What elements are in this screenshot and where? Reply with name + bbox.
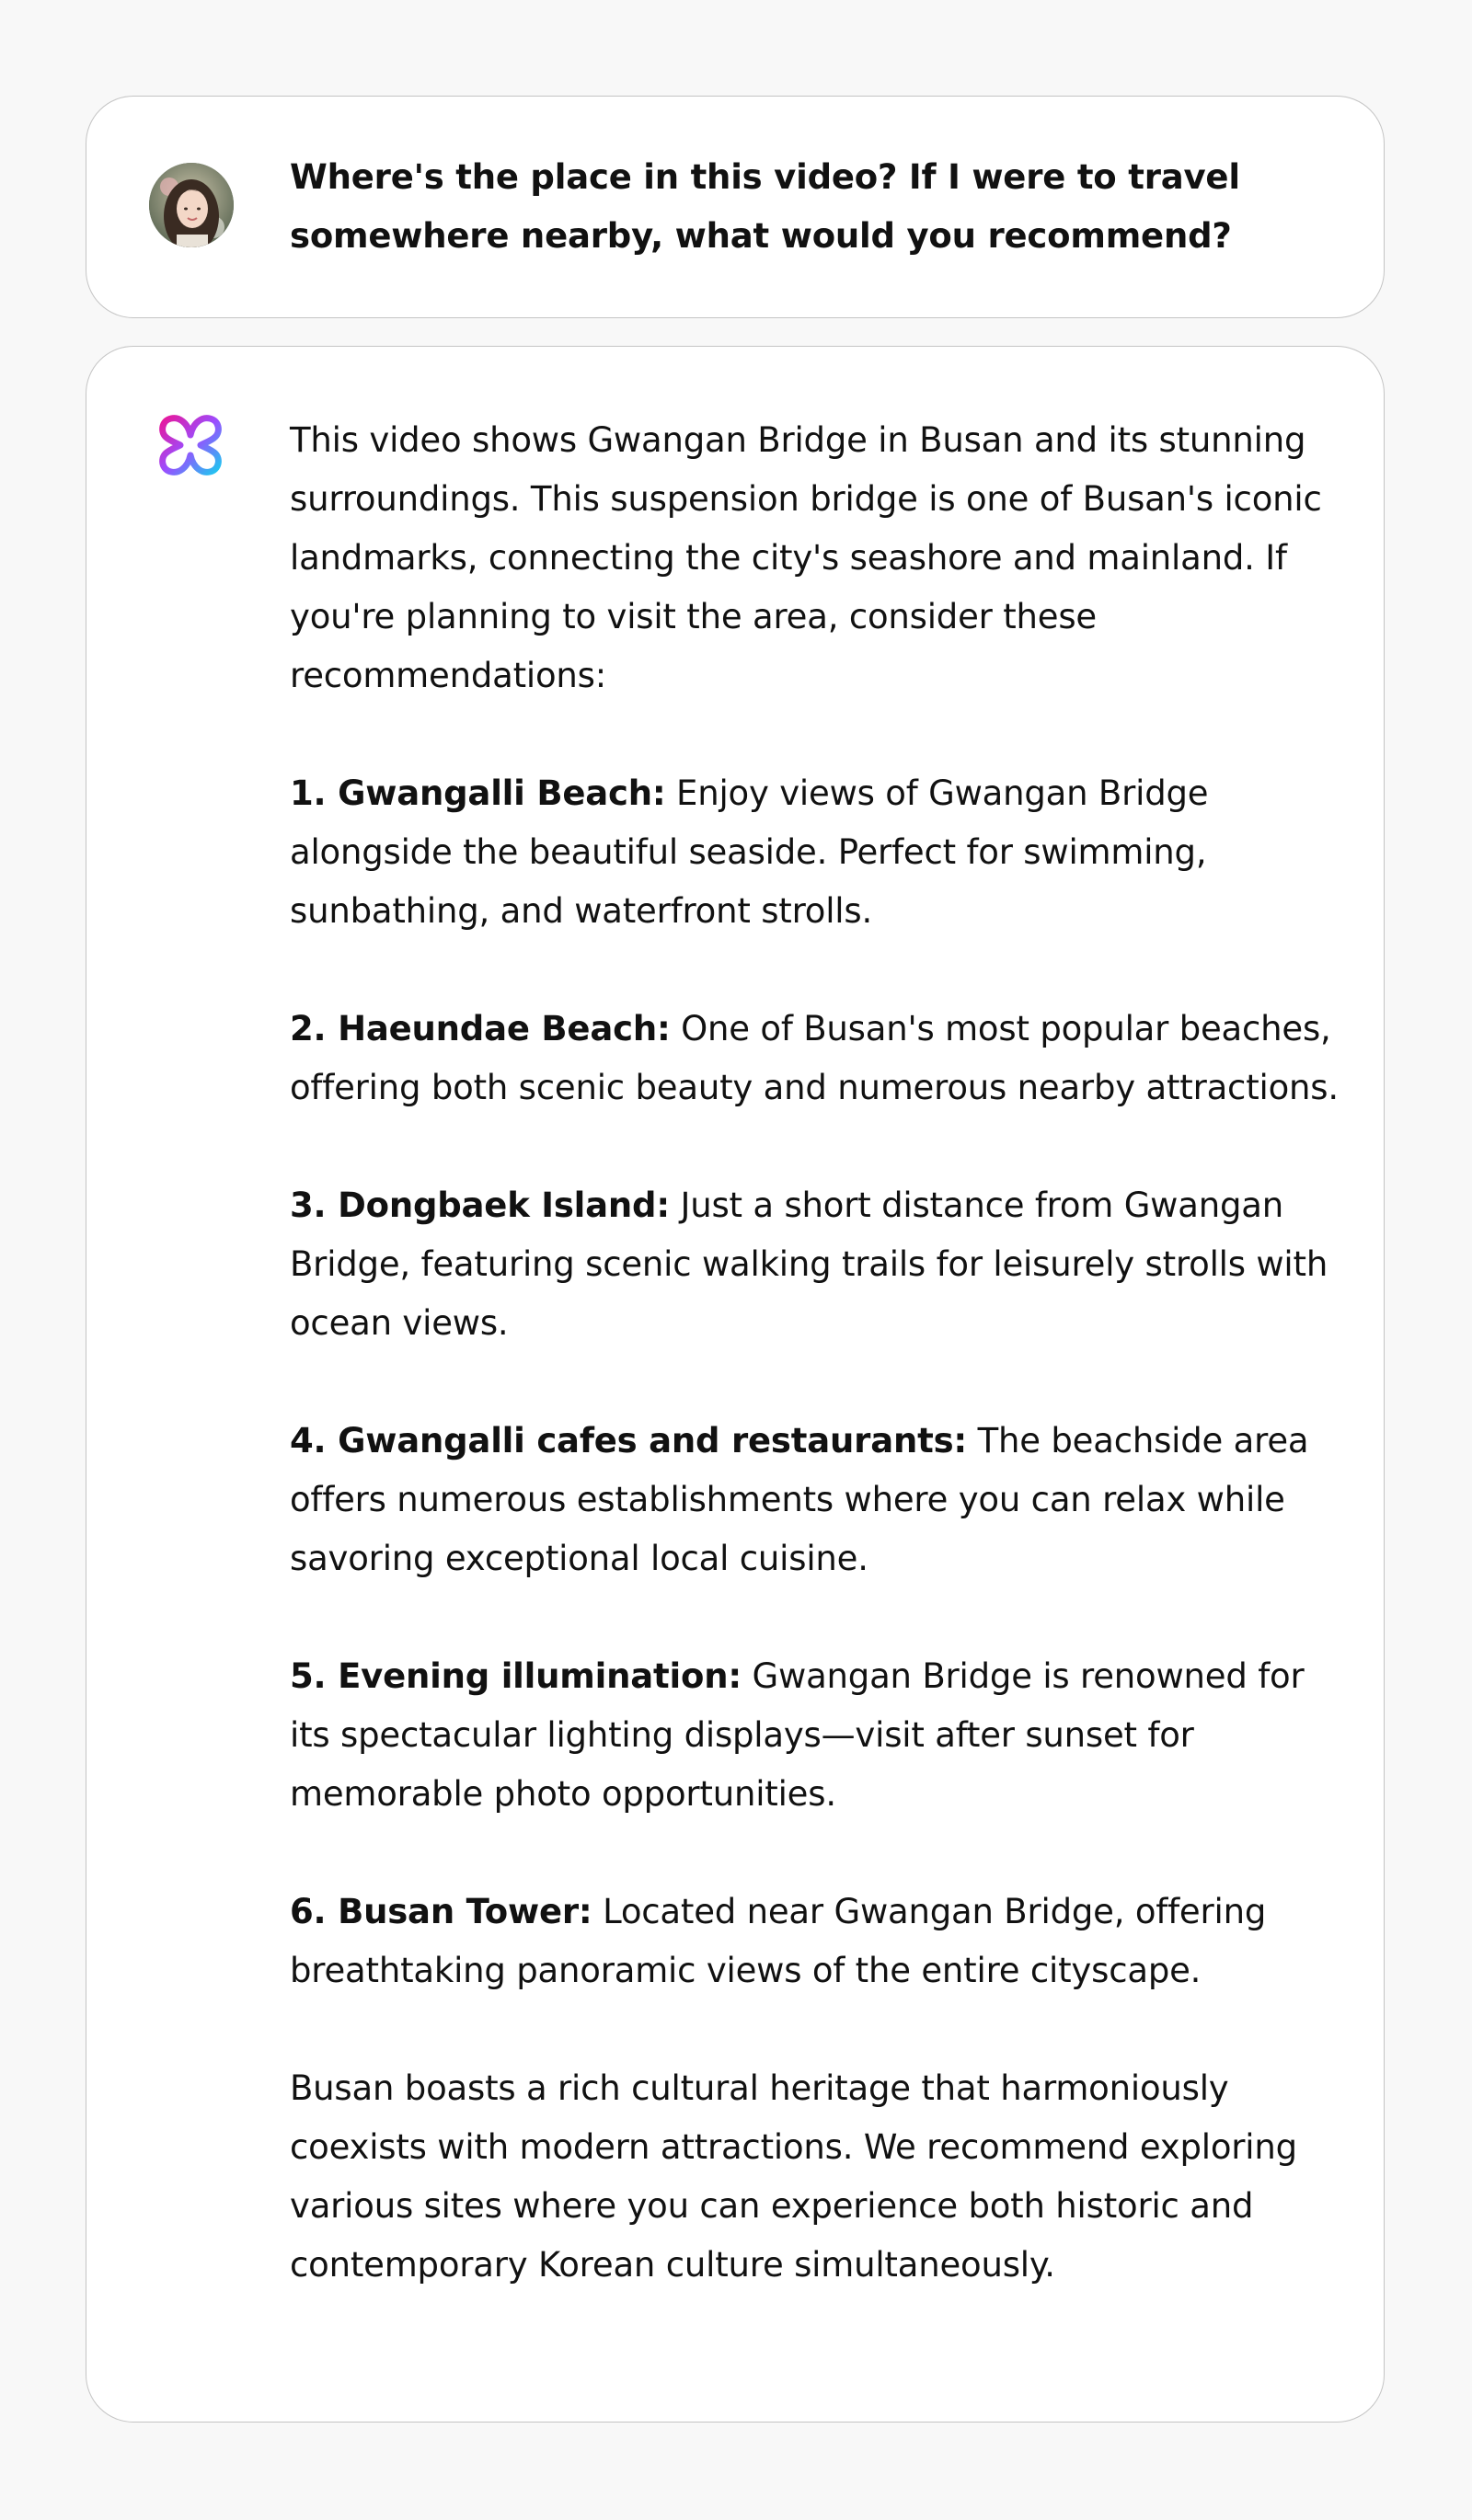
recommendation-description: One of Busan's most popular beaches, offering both scenic beauty and numerous nearby attractions. [290, 1009, 1339, 1107]
assistant-intro: This video shows Gwangan Bridge in Busan and its stunning surroundings. This suspension bridge is one of Busan's iconic landmarks, connecting the city's seashore and mainland. If you're planning to visit the area, consider these recommendations: [290, 420, 1322, 695]
user-message-text: Where's the place in this video? If I were to travel somewhere nearby, what would you recommend? [290, 157, 1240, 256]
recommendation-item [290, 1412, 1348, 1588]
recommendation-title: 1. Gwangalli Beach: [290, 773, 666, 813]
assistant-conclusion: Busan boasts a rich cultural heritage that harmoniously coexists with modern attractions. We recommend exploring various sites where you can experience both historic and contemporary Korean culture simultaneously. [290, 2068, 1297, 2285]
recommendation-description: The beachside area offers numerous establishments where you can relax while savoring exceptional local cuisine. [290, 1421, 1309, 1578]
assistant-logo-icon [155, 409, 226, 481]
recommendation-description: Just a short distance from Gwangan Bridge, featuring scenic walking trails for leisurely strolls with ocean views. [290, 1186, 1328, 1343]
user-message-card [86, 96, 1385, 318]
recommendation-item [290, 1000, 1348, 1117]
recommendation-item [290, 1883, 1348, 2000]
recommendation-description: Located near Gwangan Bridge, offering breathtaking panoramic views of the entire cityscape. [290, 1892, 1267, 1990]
recommendation-title: 6. Busan Tower: [290, 1892, 592, 1931]
assistant-message-card [86, 346, 1385, 2423]
user-avatar-icon [149, 163, 234, 247]
recommendation-title: 5. Evening illumination: [290, 1656, 742, 1696]
recommendation-item [290, 1176, 1348, 1353]
recommendation-title: 4. Gwangalli cafes and restaurants: [290, 1421, 968, 1460]
recommendation-item [290, 1647, 1348, 1824]
recommendation-title: 3. Dongbaek Island: [290, 1186, 670, 1225]
recommendation-item [290, 764, 1348, 941]
recommendation-description: Enjoy views of Gwangan Bridge alongside the beautiful seaside. Perfect for swimming, sunbathing, and waterfront strolls. [290, 773, 1209, 931]
assistant-message-body [290, 411, 1348, 2295]
recommendation-title: 2. Haeundae Beach: [290, 1009, 671, 1048]
recommendation-description: Gwangan Bridge is renowned for its spectacular lighting displays—visit after sunset for memorable photo opportunities. [290, 1656, 1305, 1814]
